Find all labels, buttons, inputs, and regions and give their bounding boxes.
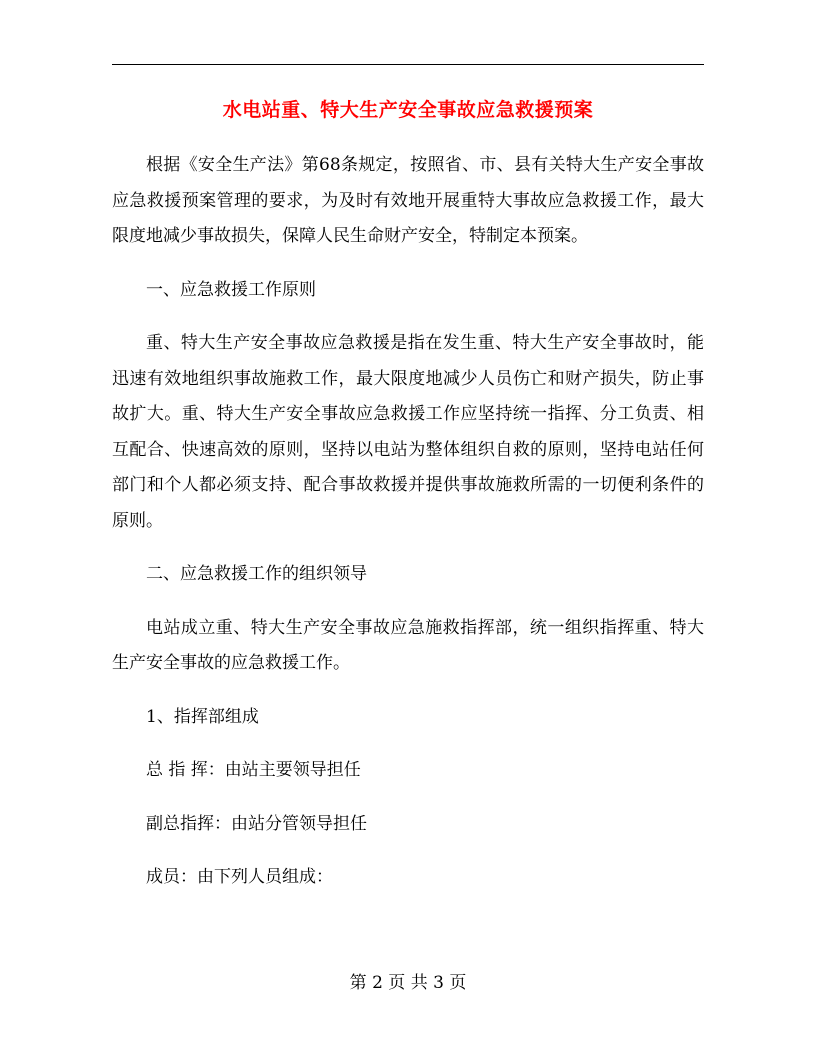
document-body xyxy=(112,148,704,914)
document-title: 水电站重、特大生产安全事故应急救援预案 xyxy=(222,99,594,121)
line-deputy-commander: 副总指挥：由站分管领导担任 xyxy=(146,813,367,834)
subsection-heading-composition: 1、指挥部组成 xyxy=(146,706,259,727)
line-members: 成员：由下列人员组成： xyxy=(146,867,333,887)
page-footer: 第 2 页 共 3 页 xyxy=(349,973,467,993)
line-commander: 总 指 挥：由站主要领导担任 xyxy=(146,760,361,780)
header-rule xyxy=(112,64,704,65)
paragraph-intro: 根据《安全生产法》第68条规定，按照省、市、县有关特大生产安全事故应急救援预案管理的要求，为及时有效地开展重特大事故应急救援工作，最大限度地减少事故损失，保障人民生命财产安全，特制定本预案。 xyxy=(112,155,704,246)
section-heading-organization: 二、应急救援工作的组织领导 xyxy=(146,564,367,584)
paragraph-organization: 电站成立重、特大生产安全事故应急施救指挥部，统一组织指挥重、特大生产安全事故的应急救援工作。 xyxy=(112,617,704,673)
section-heading-principles: 一、应急救援工作原则 xyxy=(146,279,316,300)
paragraph-principles: 重、特大生产安全事故应急救援是指在发生重、特大生产安全事故时，能迅速有效地组织事故施救工作，最大限度地减少人员伤亡和财产损失，防止事故扩大。重、特大生产安全事故应急救援工作应坚持统一指挥、分工负责、相互配合、快速高效的原则，坚持以电站为整体组织自救的原则，坚持电站任何部门和个人都必须支持、配合事故救援并提供事故施救所需的一切便利条件的原则。 xyxy=(112,333,704,531)
